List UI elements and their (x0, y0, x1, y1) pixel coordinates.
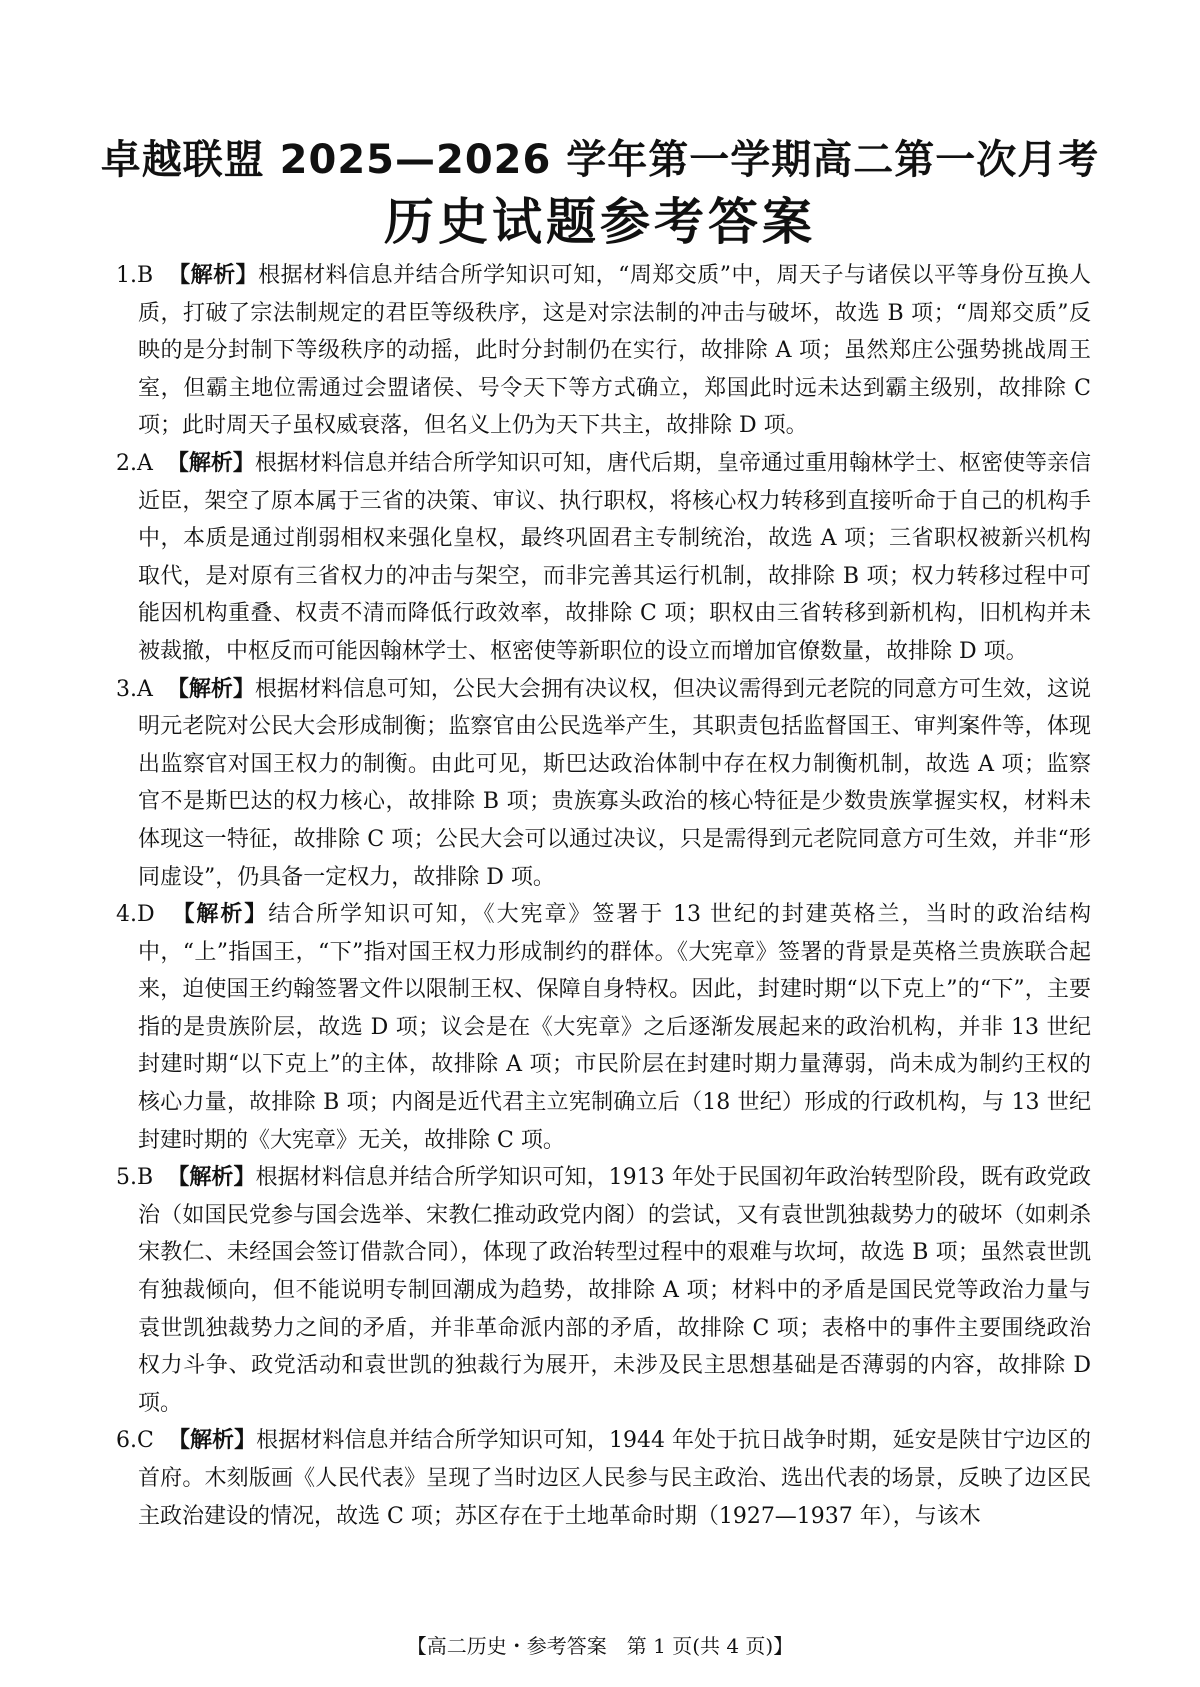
answer-choice: B (137, 1165, 154, 1191)
analysis-tag: 【解析】 (166, 450, 255, 476)
analysis-tag: 【解析】 (167, 1428, 257, 1454)
analysis-text: 根据材料信息可知，公民大会拥有决议权，但决议需得到元老院的同意方可生效，这说明元老院对公民大会形成制衡；监察官由公民选举产生，其职责包括监督国王、审判案件等，体现出监察官对国王权力的制衡。由此可见，斯巴达政治体制中存在权力制衡机制，故选 A 项；监察官不是斯巴达的权力核心，故排除 B 项；贵族寡头政治的核心特征是少数贵族掌握实权，材料未体现这一特征，故排除 C 项；公民大会可以通过决议，只是需得到元老院同意方可生效，并非“形同虚设”，仍具备一定权力，故排除 D 项。 (138, 676, 1091, 890)
question-number: 4. (116, 902, 137, 928)
answer-item-1 (116, 257, 1091, 445)
question-number: 5. (116, 1165, 137, 1191)
answer-item-2 (116, 445, 1091, 671)
answer-choice: C (137, 1428, 154, 1454)
answer-choice: A (137, 450, 153, 476)
analysis-text: 根据材料信息并结合所学知识可知，“周郑交质”中，周天子与诸侯以平等身份互换人质，打破了宗法制规定的君臣等级秩序，这是对宗法制的冲击与破坏，故选 B 项；“周郑交质”反映的是分封制下等级秩序的动摇，此时分封制仍在实行，故排除 A 项；虽然郑庄公强势挑战周王室，但霸主地位需通过会盟诸侯、号令天下等方式确立，郑国此时远未达到霸主级别，故排除 C 项；此时周天子虽权威衰落，但名义上仍为天下共主，故排除 D 项。 (138, 263, 1091, 439)
answer-choice: A (137, 676, 153, 702)
page-footer: 【高二历史・参考答案 第 1 页(共 4 页)】 (406, 1634, 794, 1658)
analysis-tag: 【解析】 (172, 902, 269, 928)
answer-choice: D (137, 902, 155, 928)
analysis-tag: 【解析】 (167, 1165, 256, 1191)
analysis-text: 结合所学知识可知，《大宪章》签署于 13 世纪的封建英格兰，当时的政治结构中，“上”指国王，“下”指对国王权力形成制约的群体。《大宪章》签署的背景是英格兰贵族联合起来，迫使国王约翰签署文件以限制王权、保障自身特权。因此，封建时期“以下克上”的“下”，主要指的是贵族阶层，故选 D 项；议会是在《大宪章》之后逐渐发展起来的政治机构，并非 13 世纪封建时期“以下克上”的主体，故排除 A 项；市民阶层在封建时期力量薄弱，尚未成为制约王权的核心力量，故排除 B 项；内阁是近代君主立宪制确立后（18 世纪）形成的行政机构，与 13 世纪封建时期的《大宪章》无关，故排除 C 项。 (138, 902, 1091, 1153)
answer-item-6 (116, 1422, 1091, 1535)
answer-list (116, 257, 1091, 1535)
answer-choice: B (137, 263, 154, 288)
analysis-text: 根据材料信息并结合所学知识可知，1913 年处于民国初年政治转型阶段，既有政党政治（如国民党参与国会选举、宋教仁推动政党内阁）的尝试，又有袁世凯独裁势力的破坏（如刺杀宋教仁、未经国会签订借款合同），体现了政治转型过程中的艰难与坎坷，故选 B 项；虽然袁世凯有独裁倾向，但不能说明专制回潮成为趋势，故排除 A 项；材料中的矛盾是国民党等政治力量与袁世凯独裁势力之间的矛盾，并非革命派内部的矛盾，故排除 C 项；表格中的事件主要围绕政治权力斗争、政党活动和袁世凯的独裁行为展开，未涉及民主思想基础是否薄弱的内容，故排除 D 项。 (138, 1165, 1091, 1416)
analysis-tag: 【解析】 (166, 676, 255, 702)
exam-title: 卓越联盟 2025—2026 学年第一学期高二第一次月考 (100, 137, 1100, 183)
answer-item-3 (116, 671, 1091, 897)
question-number: 2. (116, 450, 137, 476)
analysis-text: 根据材料信息并结合所学知识可知，1944 年处于抗日战争时期，延安是陕甘宁边区的首府。木刻版画《人民代表》呈现了当时边区人民参与民主政治、选出代表的场景，反映了边区民主政治建设的情况，故选 C 项；苏区存在于土地革命时期（1927—1937 年），与该木 (138, 1428, 1091, 1529)
document-title: 历史试题参考答案 (384, 193, 816, 251)
answer-item-4 (116, 896, 1091, 1159)
question-number: 3. (116, 676, 137, 702)
analysis-text: 根据材料信息并结合所学知识可知，唐代后期，皇帝通过重用翰林学士、枢密使等亲信近臣，架空了原本属于三省的决策、审议、执行职权，将核心权力转移到直接听命于自己的机构手中，本质是通过削弱相权来强化皇权，最终巩固君主专制统治，故选 A 项；三省职权被新兴机构取代，是对原有三省权力的冲击与架空，而非完善其运行机制，故排除 B 项；权力转移过程中可能因机构重叠、权责不清而降低行政效率，故排除 C 项；职权由三省转移到新机构，旧机构并未被裁撤，中枢反而可能因翰林学士、枢密使等新职位的设立而增加官僚数量，故排除 D 项。 (138, 450, 1091, 664)
question-number: 6. (116, 1428, 137, 1454)
question-number: 1. (116, 263, 137, 288)
analysis-tag: 【解析】 (168, 263, 259, 288)
answer-item-5 (116, 1159, 1091, 1422)
